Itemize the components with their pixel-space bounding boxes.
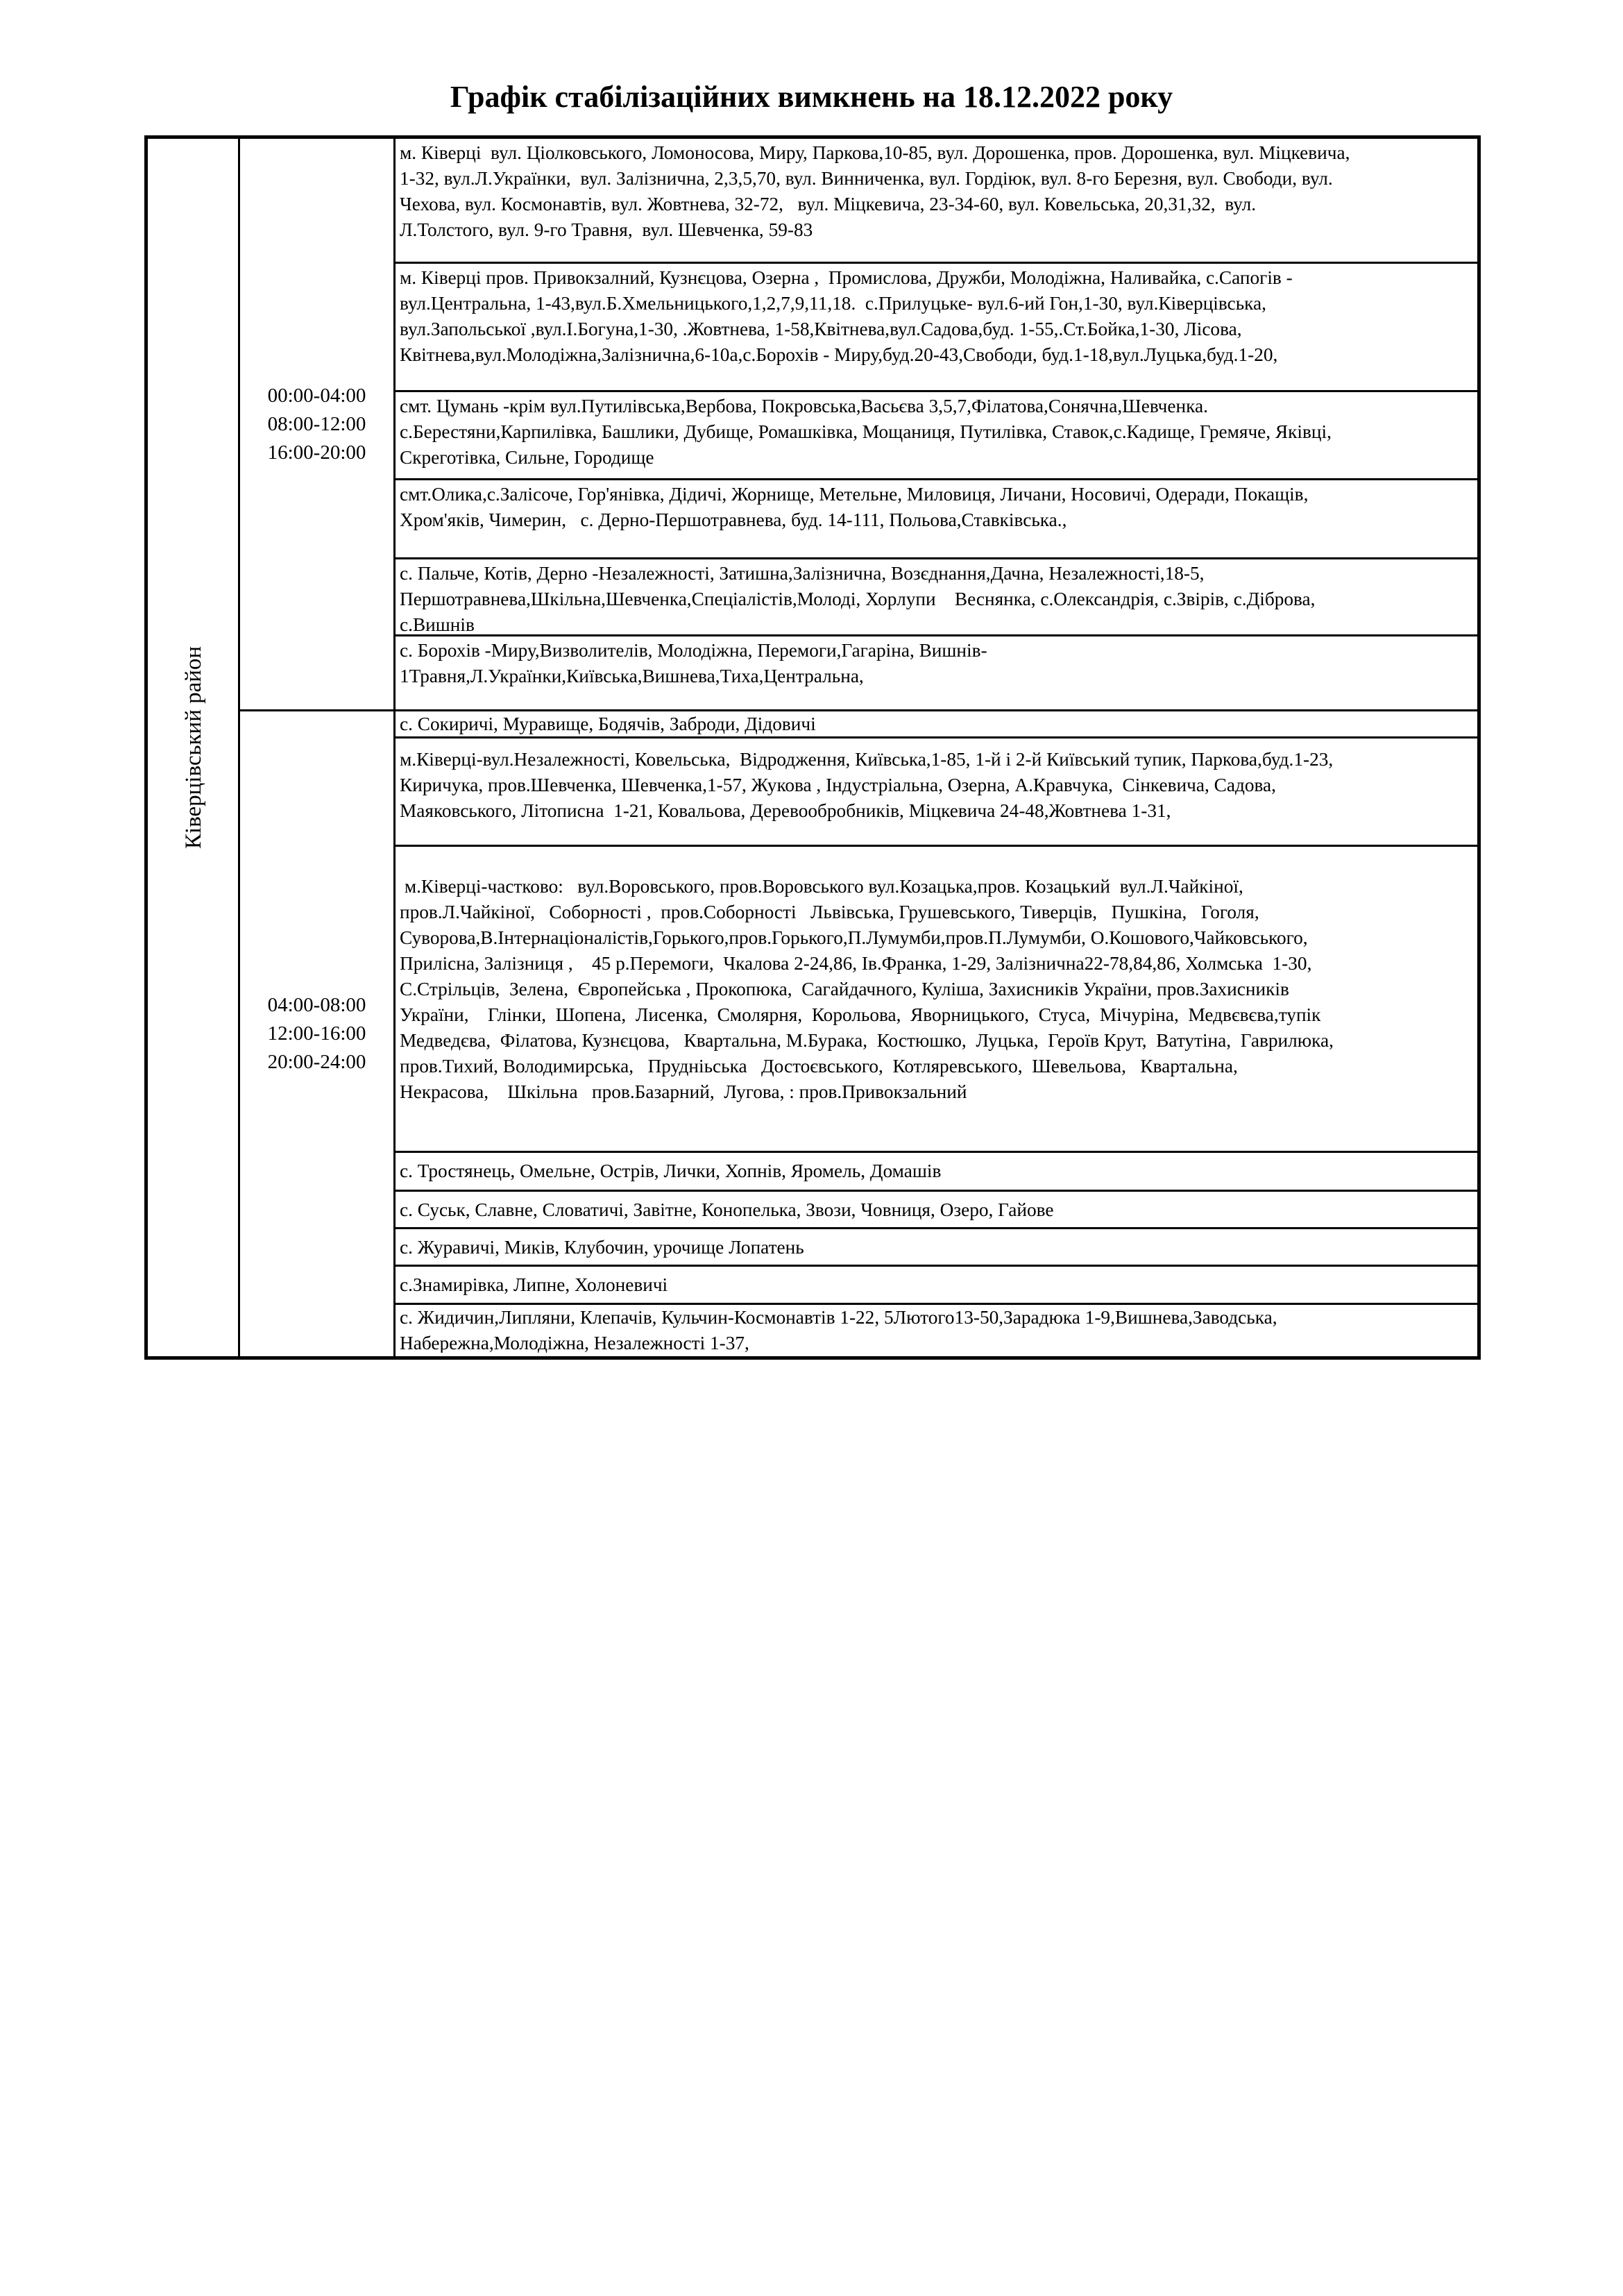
address-row: с.Знамирівка, Липне, Холоневичі (396, 1267, 1477, 1305)
time-intervals (268, 991, 366, 1077)
address-row: с. Суськ, Славне, Словатичі, Завітне, Конопелька, Звози, Човниця, Озеро, Гайове (396, 1192, 1477, 1229)
address-row: с. Жидичин,Липляни, Клепачів, Кульчин-Космонавтів 1-22, 5Лютого13-50,Зарадюка 1-9,Вишнева,Заводська, Набережна,Молодіжна, Незалежності 1-37, (400, 1307, 1277, 1353)
schedule-table (144, 135, 1481, 1360)
address-rows (396, 711, 1477, 1356)
time-interval: 08:00-12:00 (267, 412, 366, 435)
address-row: м. Ківерці пров. Привокзалний, Кузнєцова, Озерна , Промислова, Дружби, Молодіжна, Наливайка, с.Сапогів - вул.Центральна, 1-43,вул.Б.Хмельницького,1,2,7,9,11,18. с.Прилуцьке- вул.6-ий Гон,1-30, вул.Ківерцівська, вул.Запольської ,вул.І.Богуна,1-30, .Жовтнева, 1-58,Квітнева,вул.Садова,буд. 1-55,.Ст.Бойка,1-30, Лісова, Квітнева,вул.Молодіжна,Залізнична,6-10а,с.Борохів - Миру,буд.20-43,Свободи, буд.1-18,вул.Луцька,буд.1-20, (396, 264, 1477, 392)
time-interval: 04:00-08:00 (267, 994, 366, 1016)
address-row: смт. Цумань -крім вул.Путилівська,Вербова, Покровська,Васьєва 3,5,7,Філатова,Сонячна,Шевченка. с.Берестяни,Карпилівка, Башлики, Дубище, Ромашківка, Мощаниця, Путилівка, Ставок,с.Кадище, Гремяче, Яківці, Скреготівка, Сильне, Городище (396, 392, 1477, 480)
time-interval: 00:00-04:00 (267, 384, 366, 407)
address-row: с. Тростянець, Омельне, Острів, Лички, Хопнів, Яромель, Домашів (396, 1153, 1477, 1192)
address-row: с. Пальче, Котів, Дерно -Незалежності, Затишна,Залізнична, Возєднання,Дачна, Незалежності,18-5, Першотравнева,Шкільна,Шевченка,Спеціалістів,Молоді, Хорлупи Веснянка, с.Олександрія, с.Звірів, с.Діброва, с.Вишнів (396, 559, 1477, 636)
address-row: м.Ківерці-вул.Незалежності, Ковельська, Відродження, Київська,1-85, 1-й і 2-й Київський тупик, Паркова,буд.1-23, Киричука, пров.Шевченка, Шевченка,1-57, Жукова , Індустріальна, Озерна, А.Кравчука, Сінкевича, Садова, Маяковського, Літописна 1-21, Ковальова, Деревообробників, Міцкевича 24-48,Жовтнева 1-31, (396, 738, 1477, 847)
time-interval: 20:00-24:00 (267, 1051, 366, 1073)
time-interval: 12:00-16:00 (267, 1022, 366, 1045)
district-label: Ківерцівський район (181, 645, 206, 850)
address-row: с. Сокиричі, Муравище, Бодячів, Заброди, Дідовичі (396, 711, 1477, 738)
district-cell (148, 139, 240, 1356)
page-title: Графік стабілізаційних вимкнень на 18.12.2022 року (450, 80, 1173, 114)
time-cell (240, 711, 396, 1356)
schedule-group-1 (240, 139, 1477, 711)
address-row: м. Ківерці вул. Ціолковського, Ломоносова, Миру, Паркова,10-85, вул. Дорошенка, пров. Дорошенка, вул. Міцкевича, 1-32, вул.Л.Українки, вул. Залізнична, 2,3,5,70, вул. Винниченка, вул. Гордіюк, вул. 8-го Березня, вул. Свободи, вул. Чехова, вул. Космонавтів, вул. Жовтнева, 32-72, вул. Міцкевича, 23-34-60, вул. Ковельська, 20,31,32, вул. Л.Толстого, вул. 9-го Травня, вул. Шевченка, 59-83 (396, 139, 1477, 264)
address-row: смт.Олика,с.Залісоче, Гор'янівка, Дідичі, Жорнище, Метельне, Миловиця, Личани, Носовичі, Одеради, Покащів, Хром'яків, Чимерин, с. Дерно-Першотравнева, буд. 14-111, Польова,Ставківська., (396, 480, 1477, 559)
time-interval: 16:00-20:00 (267, 441, 366, 464)
time-intervals (268, 382, 366, 467)
address-row: с. Борохів -Миру,Визволителів, Молодіжна, Перемоги,Гагаріна, Вишнів- 1Травня,Л.Українки,Київська,Вишнева,Тиха,Центральна, (400, 640, 987, 686)
time-cell (240, 139, 396, 709)
address-row: м.Ківерці-частково: вул.Воровського, пров.Воровського вул.Козацька,пров. Козацький вул.Л.Чайкіної, пров.Л.Чайкіної, Соборності , пров.Соборності Львівська, Грушевського, Тиверців, Пушкіна, Гоголя, Суворова,В.Інтернаціоналістів,Горького,пров.Горького,П.Лумумби,пров.П.Лумумби, О.Кошового,Чайковського, Прилісна, Залізниця , 45 р.Перемоги, Чкалова 2-24,86, Ів.Франка, 1-29, Залізнична22-78,84,86, Холмська 1-30, С.Стрільців, Зелена, Європейська , Прокопюка, Сагайдачного, Куліша, Захисників України, пров.Захисників України, Глінки, Шопена, Лисенка, Смолярня, Корольова, Яворницького, Стуса, Мічуріна, Медвєвєва,тупік Медведєва, Філатова, Кузнєцова, Квартальна, М.Бурака, Костюшко, Луцька, Героїв Крут, Ватутіна, Гаврилюка, пров.Тихий, Володимирська, Прудніьська Достоєвського, Котляревського, Шевельова, Квартальна, Некрасова, Шкільна пров.Базарний, Лугова, : пров.Привокзальний (396, 847, 1477, 1153)
address-rows (396, 139, 1477, 709)
schedule-group-2 (240, 711, 1477, 1356)
address-row: с. Журавичі, Миків, Клубочин, урочище Лопатень (396, 1229, 1477, 1267)
